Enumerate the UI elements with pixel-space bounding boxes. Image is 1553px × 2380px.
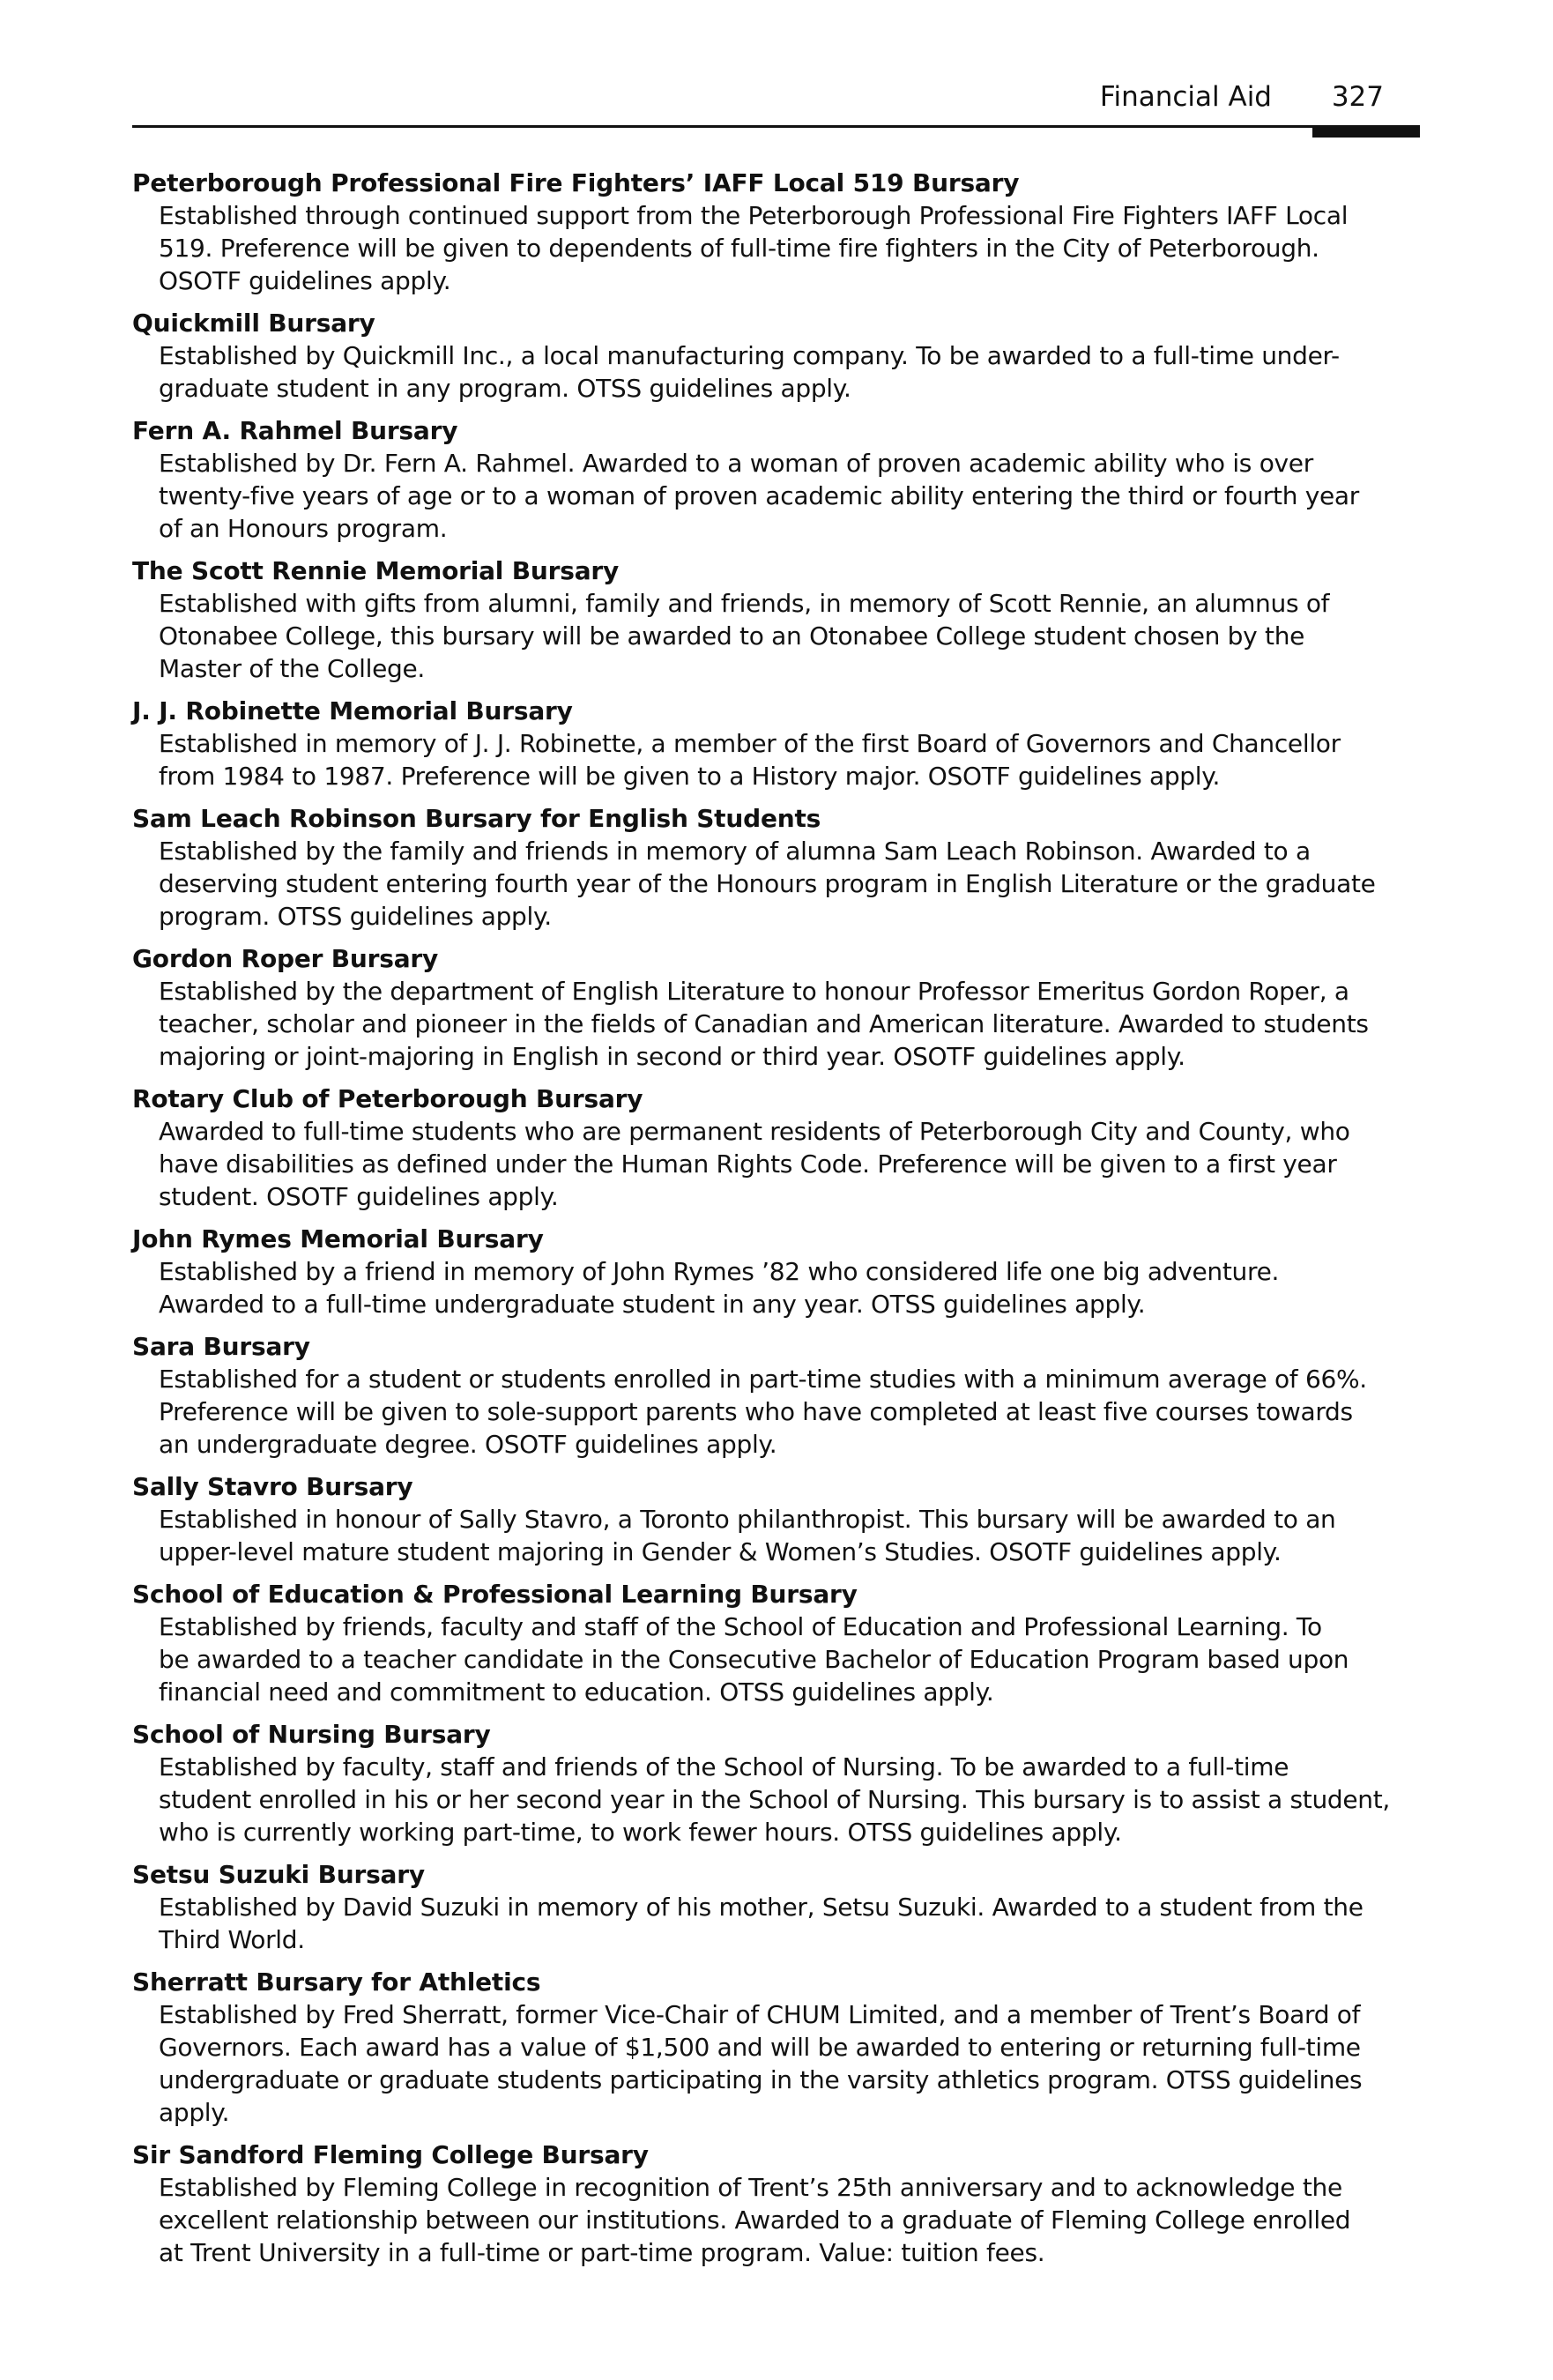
bursary-title: Sally Stavro Bursary: [132, 1472, 413, 1501]
description-line: 519. Preference will be given to dependents of full-time fire fighters in the City of Peterborough.: [159, 234, 1319, 263]
bursary-entry: [132, 695, 1419, 792]
bursary-entry: [132, 414, 1419, 545]
header-tab-bar: [1312, 125, 1420, 138]
bursary-title: Sam Leach Robinson Bursary for English Students: [132, 804, 821, 833]
running-head: [132, 71, 1419, 128]
bursary-entry: [132, 942, 1419, 1073]
page-number: 327: [1331, 81, 1384, 113]
description-line: Master of the College.: [159, 654, 426, 683]
description-line: teacher, scholar and pioneer in the fields of Canadian and American literature. Awarded to students: [159, 1009, 1369, 1038]
bursary-description: [159, 975, 1419, 1073]
bursary-entry: [132, 802, 1419, 933]
description-line: be awarded to a teacher candidate in the Consecutive Bachelor of Education Program based upon: [159, 1645, 1349, 1674]
bursary-description: [159, 1115, 1419, 1213]
description-line: Established in memory of J. J. Robinette, a member of the first Board of Governors and Chancellor: [159, 729, 1341, 758]
description-line: Established through continued support from the Peterborough Professional Fire Fighters IAFF Local: [159, 201, 1349, 230]
bursary-description: [159, 199, 1419, 297]
description-line: twenty-five years of age or to a woman of proven academic ability entering the third or fourth year: [159, 481, 1360, 510]
description-line: Established with gifts from alumni, family and friends, in memory of Scott Rennie, an alumnus of: [159, 589, 1330, 618]
bursary-description: [159, 1363, 1419, 1461]
description-line: at Trent University in a full-time or part-time program. Value: tuition fees.: [159, 2238, 1045, 2267]
description-line: Established by a friend in memory of John Rymes ’82 who considered life one big adventure.: [159, 1257, 1280, 1286]
bursary-description: [159, 1751, 1419, 1848]
description-line: majoring or joint-majoring in English in second or third year. OSOTF guidelines apply.: [159, 1042, 1185, 1071]
description-line: Established by friends, faculty and staff of the School of Education and Professional Learning. To: [159, 1612, 1322, 1641]
bursary-title: Rotary Club of Peterborough Bursary: [132, 1084, 643, 1113]
bursary-entry: [132, 1858, 1419, 1956]
bursary-title: Quickmill Bursary: [132, 309, 375, 338]
description-line: from 1984 to 1987. Preference will be given to a History major. OSOTF guidelines apply.: [159, 762, 1221, 791]
bursary-title: Gordon Roper Bursary: [132, 944, 439, 973]
bursary-description: [159, 1610, 1419, 1708]
bursary-description: [159, 587, 1419, 685]
description-line: Awarded to full-time students who are permanent residents of Peterborough City and County, who: [159, 1117, 1350, 1146]
description-line: Established by the family and friends in memory of alumna Sam Leach Robinson. Awarded to a: [159, 837, 1311, 866]
bursary-title: School of Education & Professional Learning Bursary: [132, 1580, 858, 1609]
bursary-entry: [132, 1966, 1419, 2129]
description-line: upper-level mature student majoring in Gender & Women’s Studies. OSOTF guidelines apply.: [159, 1537, 1282, 1566]
description-line: Otonabee College, this bursary will be awarded to an Otonabee College student chosen by the: [159, 621, 1305, 651]
description-line: Established by Quickmill Inc., a local manufacturing company. To be awarded to a full-time under-: [159, 341, 1340, 370]
bursary-description: [159, 1998, 1419, 2129]
description-line: Established in honour of Sally Stavro, a Toronto philanthropist. This bursary will be awarded to an: [159, 1505, 1336, 1534]
description-line: Established by Fleming College in recognition of Trent’s 25th anniversary and to acknowledge the: [159, 2173, 1342, 2202]
description-line: of an Honours program.: [159, 514, 448, 543]
description-line: undergraduate or graduate students participating in the varsity athletics program. OTSS guidelines: [159, 2065, 1363, 2094]
description-line: Established by Fred Sherratt, former Vice-Chair of CHUM Limited, and a member of Trent’s Board of: [159, 2000, 1361, 2029]
bursary-description: [159, 1255, 1419, 1320]
description-line: graduate student in any program. OTSS guidelines apply.: [159, 374, 851, 403]
description-line: student. OSOTF guidelines apply.: [159, 1182, 559, 1211]
section-title: Financial Aid: [1099, 81, 1272, 113]
bursary-title: School of Nursing Bursary: [132, 1720, 491, 1749]
bursary-title: John Rymes Memorial Bursary: [132, 1224, 544, 1253]
bursary-entry: [132, 1223, 1419, 1320]
bursary-entry: [132, 1578, 1419, 1708]
bursary-entry: [132, 1470, 1419, 1568]
bursary-entry: [132, 1718, 1419, 1848]
bursary-entry: [132, 554, 1419, 685]
description-line: student enrolled in his or her second year in the School of Nursing. This bursary is to assist a student,: [159, 1785, 1391, 1814]
bursary-description: [159, 339, 1419, 405]
description-line: who is currently working part-time, to work fewer hours. OTSS guidelines apply.: [159, 1818, 1122, 1847]
bursary-entry: [132, 1330, 1419, 1461]
description-line: Established by faculty, staff and friends of the School of Nursing. To be awarded to a full-time: [159, 1752, 1289, 1781]
bursary-description: [159, 727, 1419, 792]
description-line: Established by David Suzuki in memory of his mother, Setsu Suzuki. Awarded to a student from the: [159, 1893, 1364, 1922]
bursary-description: [159, 447, 1419, 545]
bursary-description: [159, 1891, 1419, 1956]
bursary-title: Fern A. Rahmel Bursary: [132, 416, 458, 445]
description-line: Awarded to a full-time undergraduate student in any year. OTSS guidelines apply.: [159, 1290, 1146, 1319]
description-line: Established for a student or students enrolled in part-time studies with a minimum average of 66%.: [159, 1365, 1367, 1394]
bursary-list: [132, 167, 1419, 2269]
bursary-title: Sara Bursary: [132, 1332, 310, 1361]
description-line: Preference will be given to sole-support parents who have completed at least five courses towards: [159, 1397, 1353, 1426]
bursary-title: Setsu Suzuki Bursary: [132, 1860, 425, 1889]
bursary-title: Peterborough Professional Fire Fighters’ IAFF Local 519 Bursary: [132, 168, 1020, 197]
description-line: apply.: [159, 2098, 230, 2127]
description-line: Established by Dr. Fern A. Rahmel. Awarded to a woman of proven academic ability who is over: [159, 449, 1313, 478]
description-line: an undergraduate degree. OSOTF guidelines apply.: [159, 1430, 777, 1459]
bursary-entry: [132, 307, 1419, 405]
description-line: excellent relationship between our institutions. Awarded to a graduate of Fleming College enrolled: [159, 2205, 1351, 2235]
description-line: deserving student entering fourth year of the Honours program in English Literature or the graduate: [159, 869, 1376, 898]
bursary-title: J. J. Robinette Memorial Bursary: [132, 696, 573, 725]
description-line: program. OTSS guidelines apply.: [159, 902, 552, 931]
page: [132, 71, 1419, 2279]
description-line: Governors. Each award has a value of $1,500 and will be awarded to entering or returning full-time: [159, 2033, 1361, 2062]
bursary-description: [159, 2171, 1419, 2269]
bursary-title: The Scott Rennie Memorial Bursary: [132, 556, 620, 585]
description-line: Third World.: [159, 1925, 305, 1954]
bursary-entry: [132, 167, 1419, 297]
bursary-description: [159, 835, 1419, 933]
description-line: OSOTF guidelines apply.: [159, 266, 451, 295]
description-line: Established by the department of English Literature to honour Professor Emeritus Gordon Roper, a: [159, 977, 1349, 1006]
bursary-description: [159, 1503, 1419, 1568]
bursary-entry: [132, 1082, 1419, 1213]
bursary-title: Sir Sandford Fleming College Bursary: [132, 2140, 649, 2169]
bursary-entry: [132, 2138, 1419, 2269]
bursary-title: Sherratt Bursary for Athletics: [132, 1967, 541, 1997]
description-line: have disabilities as defined under the Human Rights Code. Preference will be given to a first year: [159, 1149, 1337, 1179]
description-line: financial need and commitment to education. OTSS guidelines apply.: [159, 1677, 994, 1707]
